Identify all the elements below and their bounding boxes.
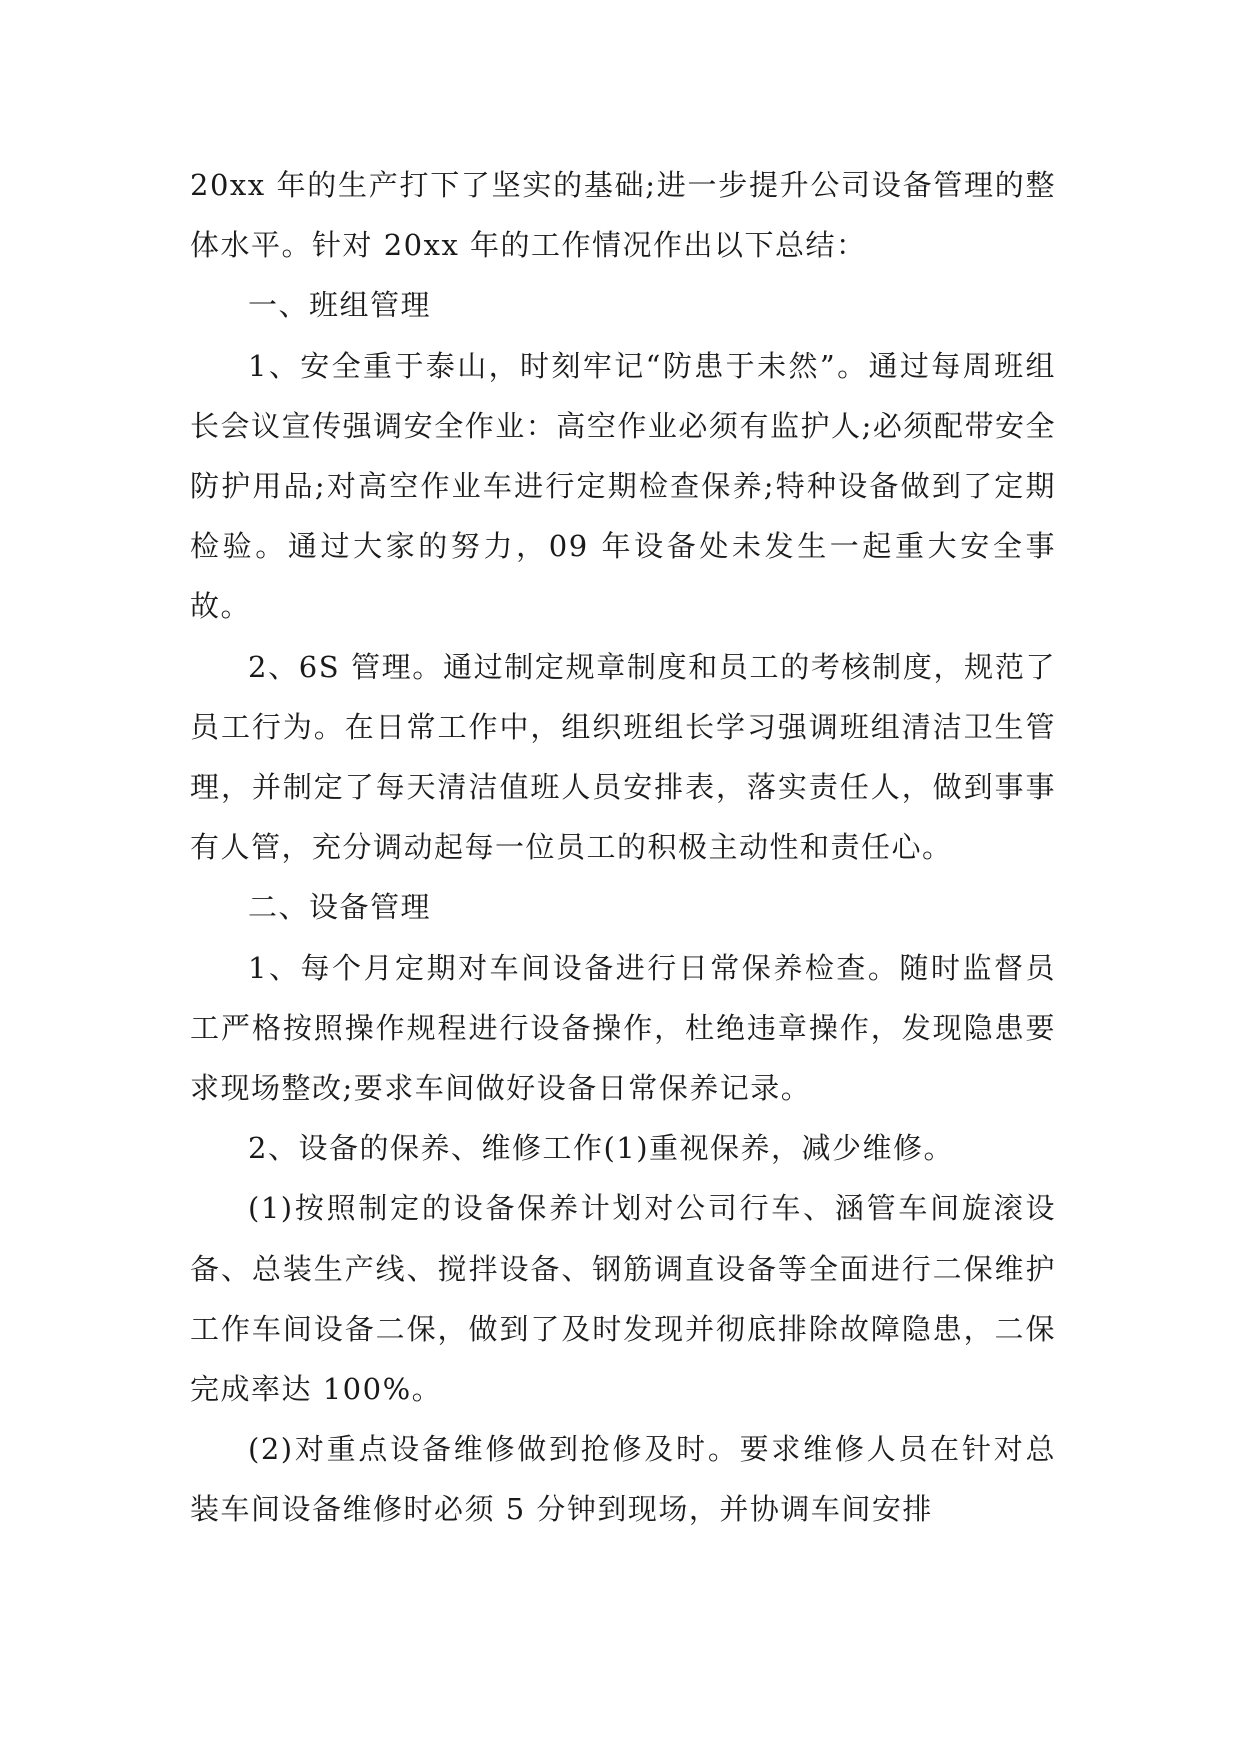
section-heading-equipment-management: 二、设备管理 — [248, 890, 432, 925]
paragraph-safety: 1、安全重于泰山，时刻牢记“防患于未然”。通过每周班组长会议宣传强调安全作业：高空作业必须有监护人;必须配带安全防护用品;对高空作业车进行定期检查保养;特种设备做到了定期检验。通过大家的努力，09 年设备处未发生一起重大安全事故。 — [190, 348, 1056, 624]
document-body — [190, 155, 1056, 1540]
section-heading-team-management: 一、班组管理 — [248, 288, 432, 323]
paragraph-maintenance-work: 2、设备的保养、维修工作(1)重视保养，减少维修。 — [248, 1131, 955, 1166]
paragraph-6s-management: 2、6S 管理。通过制定规章制度和员工的考核制度，规范了员工行为。在日常工作中，组织班组长学习强调班组清洁卫生管理，并制定了每天清洁值班人员安排表，落实责任人，做到事事有人管，充分调动起每一位员工的积极主动性和责任心。 — [190, 649, 1056, 865]
paragraph-emergency-repair: (2)对重点设备维修做到抢修及时。要求维修人员在针对总装车间设备维修时必须 5 分钟到现场，并协调车间安排 — [190, 1432, 1056, 1527]
paragraph-maintenance-plan: (1)按照制定的设备保养计划对公司行车、涵管车间旋滚设备、总装生产线、搅拌设备、钢筋调直设备等全面进行二保维护工作车间设备二保，做到了及时发现并彻底排除故障隐患，二保完成率达 100%。 — [190, 1191, 1056, 1407]
paragraph-monthly-inspection: 1、每个月定期对车间设备进行日常保养检查。随时监督员工严格按照操作规程进行设备操作，杜绝违章操作，发现隐患要求现场整改;要求车间做好设备日常保养记录。 — [190, 950, 1056, 1106]
paragraph-intro: 20xx 年的生产打下了坚实的基础;进一步提升公司设备管理的整体水平。针对 20xx 年的工作情况作出以下总结： — [190, 168, 1056, 263]
